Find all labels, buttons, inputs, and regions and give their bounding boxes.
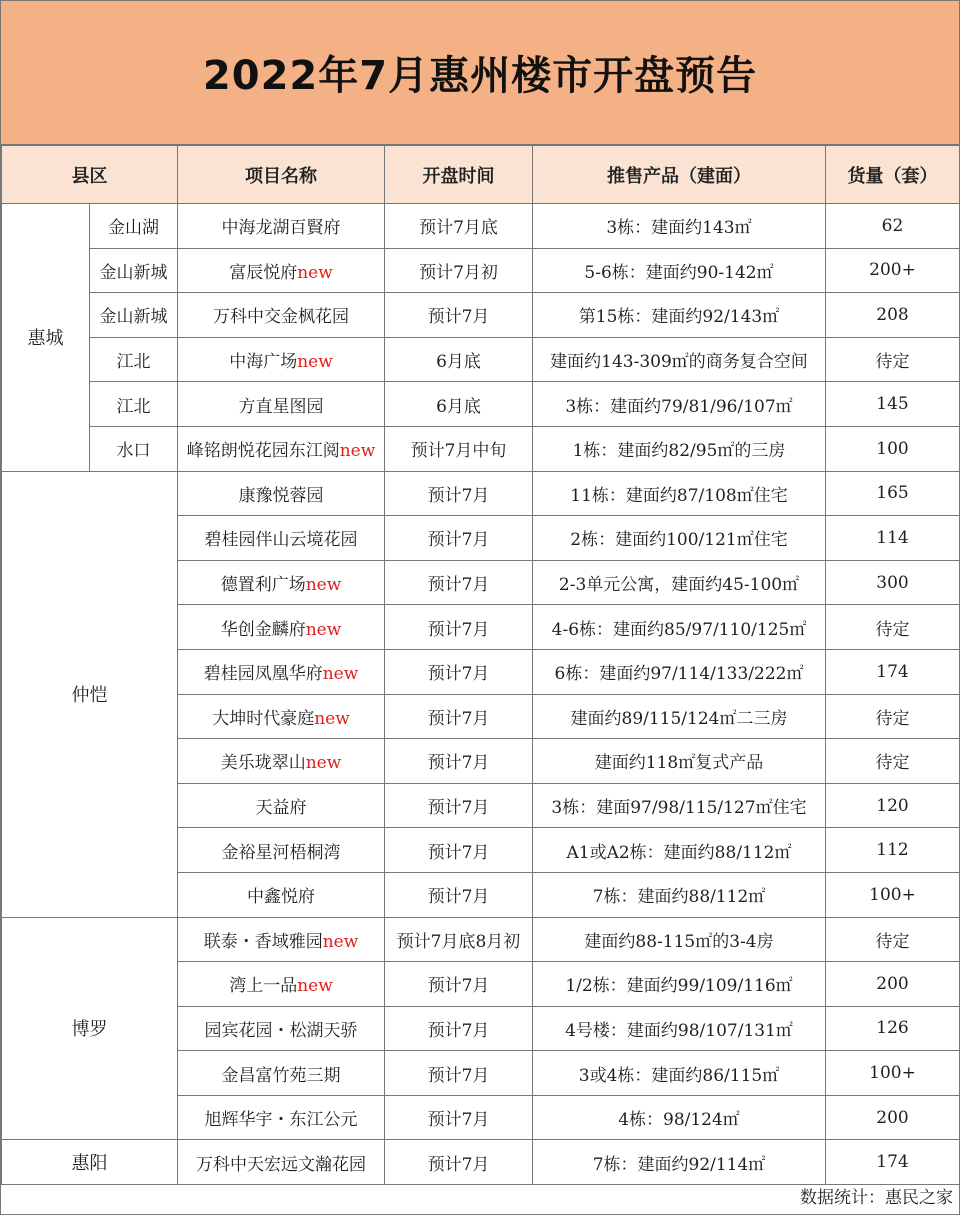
product-cell: 4栋：98/124㎡ — [533, 1095, 826, 1140]
product-cell: 1栋：建面约82/95㎡的三房 — [533, 426, 826, 471]
product-cell: 2栋：建面约100/121㎡住宅 — [533, 516, 826, 561]
project-name-cell — [178, 293, 385, 338]
area-cell: 江北 — [90, 337, 178, 382]
project-name-cell — [178, 382, 385, 427]
volume-cell: 200+ — [826, 248, 960, 293]
product-cell: 6栋：建面约97/114/133/222㎡ — [533, 649, 826, 694]
volume-cell: 300 — [826, 560, 960, 605]
open-time-cell: 预计7月 — [385, 516, 533, 561]
project-name: 万科中天宏远文瀚花园 — [196, 1154, 366, 1175]
table-row — [2, 204, 960, 249]
volume-cell: 100 — [826, 426, 960, 471]
open-time-cell: 预计7月初 — [385, 248, 533, 293]
volume-cell: 165 — [826, 471, 960, 516]
project-name: 万科中交金枫花园 — [213, 307, 349, 328]
product-cell: 3栋：建面约143㎡ — [533, 204, 826, 249]
header-product: 推售产品（建面） — [533, 146, 826, 204]
project-name-cell — [178, 1140, 385, 1185]
county-cell: 博罗 — [2, 917, 178, 1140]
project-name: 天益府 — [255, 798, 307, 819]
project-name-cell — [178, 1095, 385, 1140]
product-cell: 3栋：建面97/98/115/127㎡住宅 — [533, 783, 826, 828]
open-time-cell: 6月底 — [385, 382, 533, 427]
product-cell: 7栋：建面约92/114㎡ — [533, 1140, 826, 1185]
table-row — [2, 426, 960, 471]
project-name-cell — [178, 471, 385, 516]
project-name-cell — [178, 694, 385, 739]
area-cell: 江北 — [90, 382, 178, 427]
product-cell: 3或4栋：建面约86/115㎡ — [533, 1051, 826, 1096]
header-project: 项目名称 — [178, 146, 385, 204]
open-time-cell: 预计7月 — [385, 1006, 533, 1051]
area-cell: 金山湖 — [90, 204, 178, 249]
product-cell: 1/2栋：建面约99/109/116㎡ — [533, 962, 826, 1007]
project-name-cell — [178, 204, 385, 249]
volume-cell: 120 — [826, 783, 960, 828]
new-badge: new — [305, 575, 342, 596]
new-badge: new — [297, 352, 333, 373]
product-cell: 4-6栋：建面约85/97/110/125㎡ — [533, 605, 826, 650]
project-name-cell — [178, 828, 385, 873]
volume-cell: 待定 — [826, 694, 960, 739]
project-name: 金裕星河梧桐湾 — [221, 842, 341, 863]
project-name-cell — [178, 337, 385, 382]
product-cell: A1或A2栋：建面约88/112㎡ — [533, 828, 826, 873]
open-time-cell: 6月底 — [385, 337, 533, 382]
product-cell: 建面约88-115㎡的3-4房 — [533, 917, 826, 962]
volume-cell: 174 — [826, 1140, 960, 1185]
open-time-cell: 预计7月 — [385, 649, 533, 694]
open-time-cell: 预计7月底 — [385, 204, 533, 249]
table-row — [2, 248, 960, 293]
area-cell: 金山新城 — [90, 293, 178, 338]
new-badge: new — [322, 931, 359, 952]
volume-cell: 62 — [826, 204, 960, 249]
project-name-cell — [178, 917, 385, 962]
presale-table — [1, 145, 960, 1185]
county-cell: 惠阳 — [2, 1140, 178, 1185]
volume-cell: 待定 — [826, 337, 960, 382]
product-cell: 4号楼：建面约98/107/131㎡ — [533, 1006, 826, 1051]
project-name: 方直星图园 — [238, 396, 324, 417]
new-badge: new — [314, 708, 350, 729]
project-name-cell — [178, 872, 385, 917]
project-name: 湾上一品 — [229, 976, 298, 997]
project-name-cell — [178, 962, 385, 1007]
project-name: 峰铭朗悦花园东江阅 — [186, 441, 340, 462]
open-time-cell: 预计7月 — [385, 293, 533, 338]
project-name: 园宾花园・松湖天骄 — [204, 1020, 358, 1041]
header-volume: 货量（套） — [826, 146, 960, 204]
volume-cell: 200 — [826, 1095, 960, 1140]
product-cell: 建面约89/115/124㎡二三房 — [533, 694, 826, 739]
open-time-cell: 预计7月 — [385, 872, 533, 917]
project-name: 德置利广场 — [220, 575, 306, 596]
open-time-cell: 预计7月 — [385, 783, 533, 828]
project-name: 富辰悦府 — [229, 262, 298, 283]
county-cell: 惠城 — [2, 204, 90, 472]
project-name-cell — [178, 783, 385, 828]
table-body — [2, 204, 960, 1185]
project-name-cell — [178, 605, 385, 650]
project-name-cell — [178, 1051, 385, 1096]
project-name: 华创金麟府 — [220, 619, 306, 640]
table-row — [2, 1140, 960, 1185]
project-name: 大坤时代豪庭 — [212, 708, 315, 729]
volume-cell: 126 — [826, 1006, 960, 1051]
area-cell: 水口 — [90, 426, 178, 471]
open-time-cell: 预计7月 — [385, 1051, 533, 1096]
header-time: 开盘时间 — [385, 146, 533, 204]
project-name: 中鑫悦府 — [247, 887, 315, 908]
project-name-cell — [178, 1006, 385, 1051]
volume-cell: 200 — [826, 962, 960, 1007]
product-cell: 11栋：建面约87/108㎡住宅 — [533, 471, 826, 516]
product-cell: 7栋：建面约88/112㎡ — [533, 872, 826, 917]
area-cell: 金山新城 — [90, 248, 178, 293]
open-time-cell: 预计7月中旬 — [385, 426, 533, 471]
project-name: 碧桂园伴山云境花园 — [204, 530, 358, 551]
project-name-cell — [178, 426, 385, 471]
header-row — [2, 146, 960, 204]
volume-cell: 208 — [826, 293, 960, 338]
new-badge: new — [297, 262, 333, 283]
project-name-cell — [178, 248, 385, 293]
open-time-cell: 预计7月底8月初 — [385, 917, 533, 962]
table-row — [2, 337, 960, 382]
project-name: 中海龙湖百賢府 — [221, 218, 341, 239]
project-name: 中海广场 — [229, 352, 298, 373]
open-time-cell: 预计7月 — [385, 605, 533, 650]
volume-cell: 100+ — [826, 872, 960, 917]
open-time-cell: 预计7月 — [385, 694, 533, 739]
product-cell: 第15栋：建面约92/143㎡ — [533, 293, 826, 338]
source-note: 数据统计：惠民之家 — [800, 1188, 953, 1208]
new-badge: new — [339, 441, 376, 462]
open-time-cell: 预计7月 — [385, 962, 533, 1007]
table-row — [2, 917, 960, 962]
project-name-cell — [178, 560, 385, 605]
volume-cell: 174 — [826, 649, 960, 694]
header-county: 县区 — [2, 146, 178, 204]
table-row — [2, 382, 960, 427]
product-cell: 建面约118㎡复式产品 — [533, 739, 826, 784]
page-title: 2022年7月惠州楼市开盘预告 — [202, 53, 758, 99]
title-banner — [1, 1, 959, 145]
open-time-cell: 预计7月 — [385, 1140, 533, 1185]
open-time-cell: 预计7月 — [385, 471, 533, 516]
volume-cell: 待定 — [826, 739, 960, 784]
project-name: 联泰・香域雅园 — [203, 931, 323, 952]
project-name: 美乐珑翠山 — [220, 753, 306, 774]
volume-cell: 114 — [826, 516, 960, 561]
table-row — [2, 471, 960, 516]
project-name-cell — [178, 649, 385, 694]
project-name: 康豫悦蓉园 — [238, 485, 324, 506]
new-badge: new — [297, 976, 333, 997]
open-time-cell: 预计7月 — [385, 1095, 533, 1140]
new-badge: new — [322, 664, 359, 685]
volume-cell: 145 — [826, 382, 960, 427]
project-name-cell — [178, 516, 385, 561]
volume-cell: 待定 — [826, 605, 960, 650]
project-name: 旭辉华宇・东江公元 — [204, 1110, 358, 1131]
product-cell: 2-3单元公寓，建面约45-100㎡ — [533, 560, 826, 605]
project-name-cell — [178, 739, 385, 784]
new-badge: new — [305, 753, 342, 774]
project-name: 碧桂园凤凰华府 — [203, 664, 323, 685]
table-row — [2, 293, 960, 338]
product-cell: 5-6栋：建面约90-142㎡ — [533, 248, 826, 293]
product-cell: 建面约143-309㎡的商务复合空间 — [533, 337, 826, 382]
open-time-cell: 预计7月 — [385, 739, 533, 784]
volume-cell: 100+ — [826, 1051, 960, 1096]
project-name: 金昌富竹苑三期 — [221, 1065, 341, 1086]
volume-cell: 待定 — [826, 917, 960, 962]
product-cell: 3栋：建面约79/81/96/107㎡ — [533, 382, 826, 427]
county-cell: 仲恺 — [2, 471, 178, 917]
open-time-cell: 预计7月 — [385, 828, 533, 873]
volume-cell: 112 — [826, 828, 960, 873]
new-badge: new — [305, 619, 342, 640]
open-time-cell: 预计7月 — [385, 560, 533, 605]
